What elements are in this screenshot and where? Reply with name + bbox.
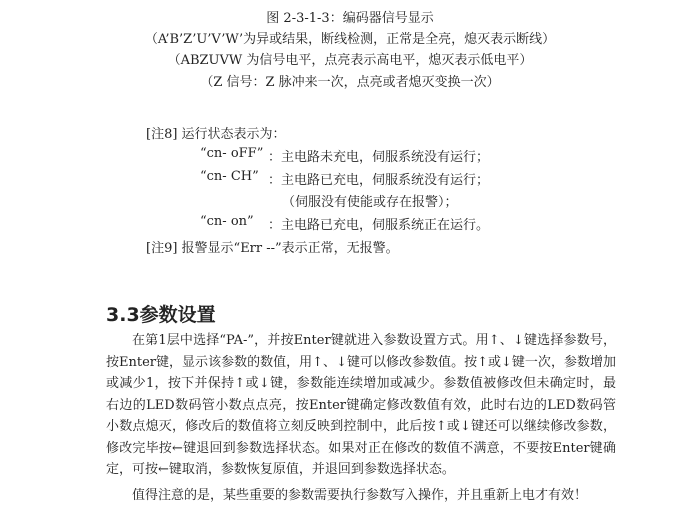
state-code: “cn- CH” bbox=[200, 169, 259, 184]
paragraph: 值得注意的是，某些重要的参数需要执行参数写入操作，并且重新上电才有效！ bbox=[132, 487, 588, 503]
state-description: ：主电路已充电，伺服系统正在运行。 bbox=[268, 218, 490, 233]
state-code: “cn- on” bbox=[200, 214, 254, 229]
state-code: “cn- oFF” bbox=[200, 146, 264, 161]
figure-note-line: （Z 信号：Z 脉冲来一次，点亮或者熄灭变换一次） bbox=[200, 75, 500, 90]
figure-note-line: （ABZUVW 为信号电平，点亮表示高电平，熄灭表示低电平） bbox=[167, 53, 533, 68]
state-description: ：主电路已充电，伺服系统没有运行； bbox=[268, 173, 490, 188]
figure-note-line: （A’B’Z’U’V’W’为异或结果，断线检测，正常是全亮，熄灭表示断线） bbox=[144, 32, 556, 47]
state-description: ：主电路未充电，伺服系统没有运行； bbox=[268, 150, 490, 165]
section-body bbox=[106, 330, 616, 506]
note8-title: [注8] 运行状态表示为： bbox=[146, 127, 286, 142]
state-description: （伺服没有使能或存在报警）； bbox=[282, 195, 458, 210]
section-heading: 3.3参数设置 bbox=[106, 304, 216, 326]
note9-text: [注9] 报警显示“Err --”表示正常，无报警。 bbox=[146, 241, 399, 256]
paragraph: 在第1层中选择“PA-”，并按Enter键就进入参数设置方式。用↑、↓键选择参数号，按Enter键，显示该参数的数值，用↑、↓键可以修改参数值。按↑或↓键一次，参数增加或减少1，按下并保持↑或↓键，参数能连续增加或减少。参数值被修改但未确定时，最右边的LED数码管小数点点亮，按Enter键确定修改数值有效，此时右边的LED数码管小数点熄灭，修改后的数值将立刻反映到控制中，此后按↑或↓键还可以继续修改参数，修改完毕按←键退回到参数选择状态。如果对正在修改的数值不满意，不要按Enter键确定，可按←键取消，参数恢复原值，并退回到参数选择状态。 bbox=[106, 333, 616, 477]
figure-caption: 图 2-3-1-3：编码器信号显示 bbox=[266, 11, 434, 26]
